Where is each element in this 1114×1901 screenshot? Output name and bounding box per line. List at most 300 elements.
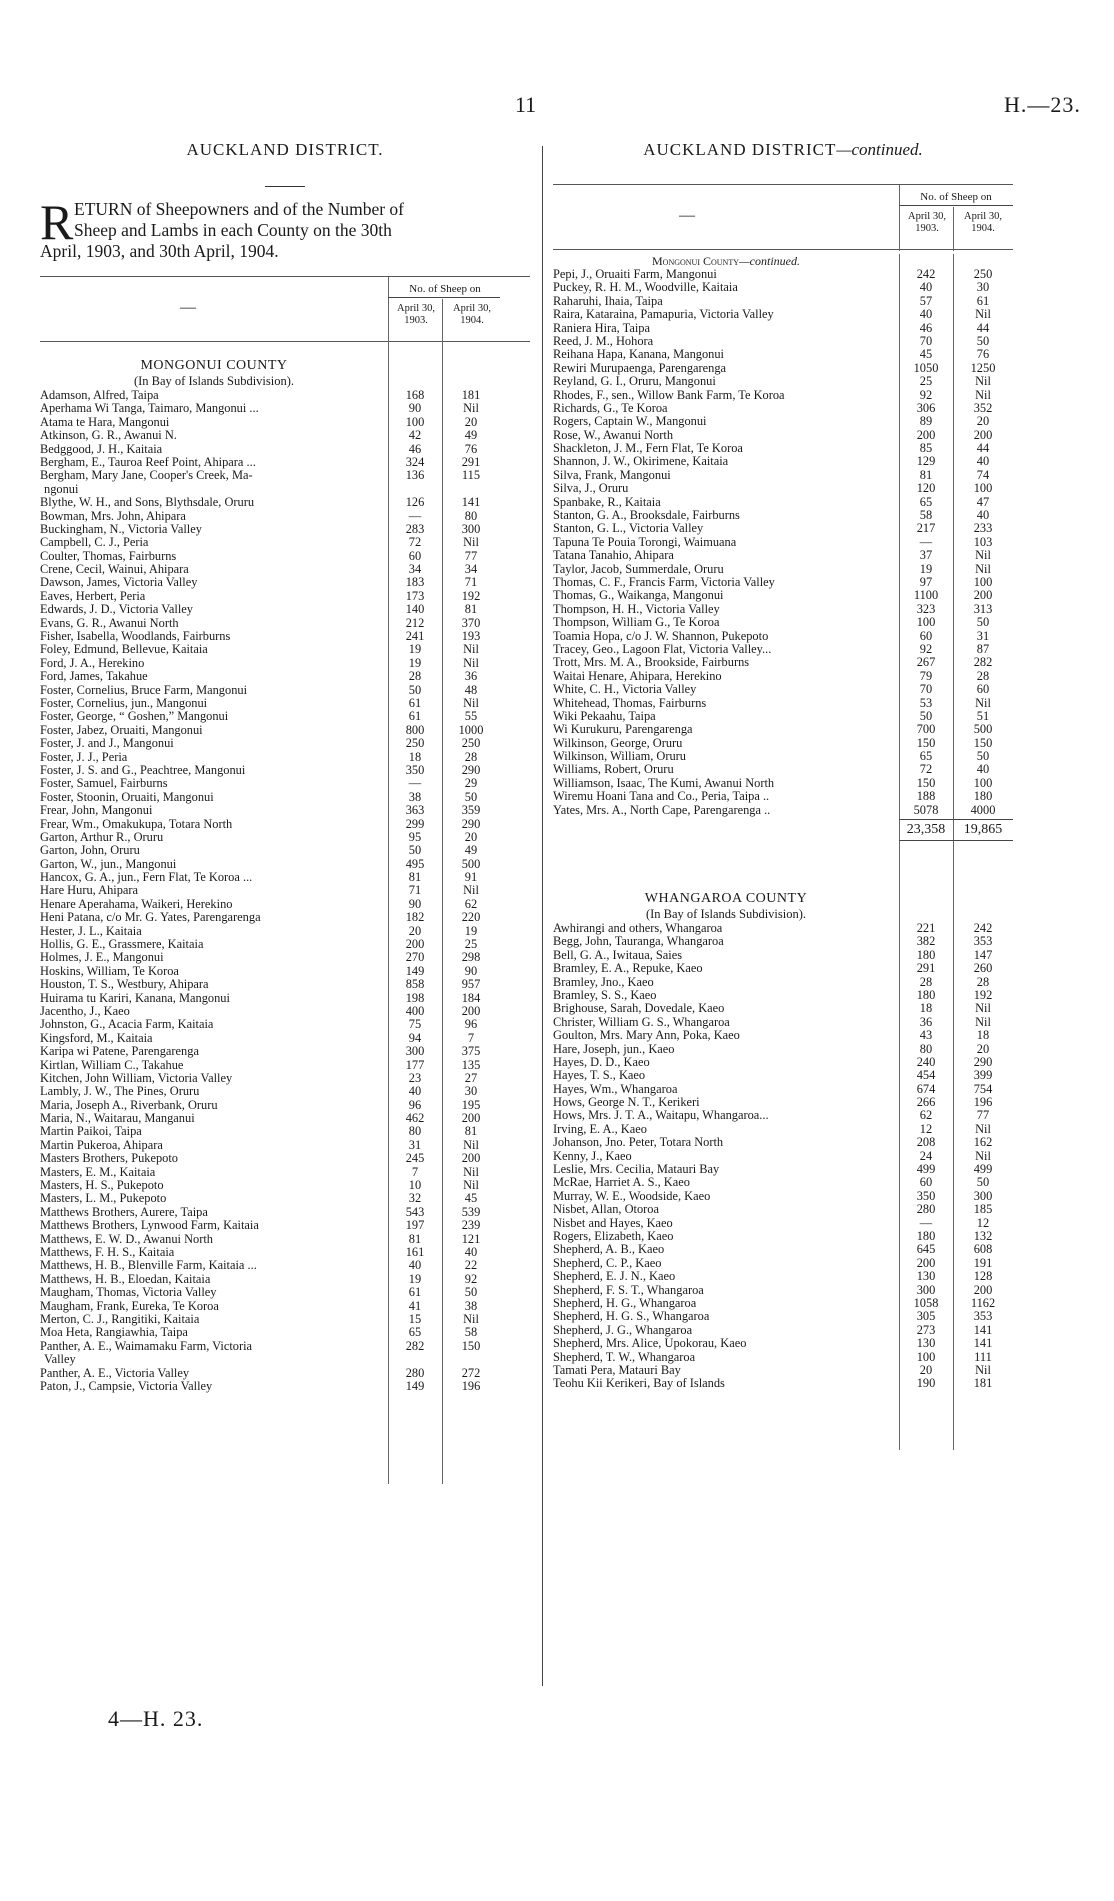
header-group: No. of Sheep on xyxy=(409,283,481,295)
table-row xyxy=(40,724,530,737)
district-title-continued: AUCKLAND DISTRICT—continued. xyxy=(643,140,923,159)
sheep-1904: 196 xyxy=(973,1095,993,1110)
table-row xyxy=(40,643,530,656)
table-row xyxy=(553,1190,1013,1203)
sheep-1904: 50 xyxy=(976,333,990,348)
sheep-1903: 40 xyxy=(919,307,933,322)
table-row xyxy=(40,1259,530,1272)
sheep-1903: 92 xyxy=(919,641,933,656)
table-row xyxy=(40,469,530,482)
sheep-1903: 180 xyxy=(916,1229,936,1243)
sheep-1904: 50 xyxy=(976,749,990,764)
sheep-1903: 197 xyxy=(405,1218,425,1233)
sheep-1904: 45 xyxy=(464,1191,478,1206)
sheep-1903: 1058 xyxy=(913,1295,939,1310)
owner-name: Maria, N., Waitarau, Manganui xyxy=(40,1112,195,1126)
owner-name: Heni Patana, c/o Mr. G. Yates, Parengarenga xyxy=(40,911,261,925)
section-subtitle-whangaroa: (In Bay of Islands Subdivision). xyxy=(645,907,807,922)
table-row xyxy=(553,1123,1013,1136)
owner-name: Foster, J. S. and G., Peachtree, Mangonui xyxy=(40,763,246,777)
sheep-1904: 36 xyxy=(464,669,478,684)
owner-name: Shepherd, T. W., Whangaroa xyxy=(553,1350,696,1364)
owner-name: Crene, Cecil, Wainui, Ahipara xyxy=(40,563,189,577)
sheep-1904: 192 xyxy=(973,987,993,1002)
sheep-1903: — xyxy=(408,776,422,791)
owner-name: Maugham, Frank, Eureka, Te Koroa xyxy=(40,1299,219,1313)
sheep-1903: 495 xyxy=(405,856,425,871)
table-row xyxy=(40,1326,530,1339)
owner-name: Williams, Robert, Oruru xyxy=(553,763,674,777)
owner-name: Lambly, J. W., The Pines, Oruru xyxy=(40,1085,200,1099)
sheep-1904: 90 xyxy=(464,963,478,978)
sheep-1904: 353 xyxy=(973,1309,993,1324)
title-rule xyxy=(265,186,305,187)
sheep-1904: 60 xyxy=(976,682,990,697)
owner-name: McRae, Harriet A. S., Kaeo xyxy=(553,1176,690,1190)
owner-name: Waitai Henare, Ahipara, Herekino xyxy=(553,669,722,683)
table-row xyxy=(553,656,1013,669)
sheep-1903: 50 xyxy=(408,843,422,858)
table-row xyxy=(553,1243,1013,1256)
sheep-1904: 195 xyxy=(461,1097,481,1112)
owner-name: Hayes, Wm., Whangaroa xyxy=(553,1082,678,1096)
intro-line-1: ETURN of Sheepowners and of the Number of xyxy=(74,199,404,219)
sheep-1903: 72 xyxy=(919,762,933,777)
sheep-1904: 103 xyxy=(973,534,993,549)
table-row xyxy=(40,1085,530,1098)
sheep-1904: 44 xyxy=(976,441,990,456)
table-row xyxy=(553,1337,1013,1350)
owner-name: Hare, Joseph, jun., Kaeo xyxy=(553,1042,675,1056)
sheep-1904: 30 xyxy=(464,1084,478,1099)
table-row xyxy=(40,925,530,938)
sheep-1904: 25 xyxy=(464,937,478,952)
owner-name: Ford, James, Takahue xyxy=(40,670,148,684)
sheep-1903: 32 xyxy=(408,1191,422,1206)
table-row xyxy=(553,442,1013,455)
owner-name: Hows, George N. T., Kerikeri xyxy=(553,1096,700,1110)
table-row xyxy=(553,1257,1013,1270)
table-row xyxy=(553,935,1013,948)
owner-name: Pepi, J., Oruaiti Farm, Mangonui xyxy=(553,268,717,281)
sheep-1903: 61 xyxy=(408,709,422,724)
owner-name: Panther, A. E., Victoria Valley xyxy=(40,1366,190,1380)
sheep-1904: 20 xyxy=(464,829,478,844)
table-row xyxy=(553,697,1013,710)
sheep-1904: 192 xyxy=(461,588,481,603)
sheep-1903: 90 xyxy=(408,896,422,911)
owner-name: ngonui xyxy=(44,482,79,496)
sheep-1903: 81 xyxy=(408,1231,422,1246)
table-row xyxy=(553,589,1013,602)
sheep-1903: 46 xyxy=(919,320,933,335)
sheep-1903: 81 xyxy=(919,467,933,482)
owner-name: Matthews, E. W. D., Awanui North xyxy=(40,1232,214,1246)
sheep-1903: 94 xyxy=(408,1030,422,1045)
owner-name: Matthews Brothers, Lynwood Farm, Kaitaia xyxy=(40,1219,259,1233)
table-row xyxy=(40,456,530,469)
sheep-1903: 96 xyxy=(408,1097,422,1112)
table-row xyxy=(553,1297,1013,1310)
owner-name: Yates, Mrs. A., North Cape, Parengarenga .. xyxy=(553,803,771,817)
owner-name: Thomas, C. F., Francis Farm, Victoria Valley xyxy=(553,575,775,589)
sheep-1903: 300 xyxy=(916,1282,936,1297)
owner-name: Bramley, S. S., Kaeo xyxy=(553,988,657,1002)
owner-name: Wilkinson, William, Oruru xyxy=(553,750,686,764)
owner-name: Shepherd, E. J. N., Kaeo xyxy=(553,1270,676,1284)
table-row xyxy=(553,1351,1013,1364)
sheep-1903: 19 xyxy=(408,655,422,670)
sheep-1903: 266 xyxy=(916,1095,936,1110)
section-title-mongonui: MONGONUI COUNTY xyxy=(140,358,288,373)
sheep-1903: 183 xyxy=(405,575,425,590)
owner-name: Foster, Cornelius, jun., Mangonui xyxy=(40,696,208,710)
sheep-1903: 57 xyxy=(919,293,933,308)
table-row xyxy=(553,1364,1013,1377)
owner-name: Raniera Hira, Taipa xyxy=(553,321,650,335)
owner-name: Toamia Hopa, c/o J. W. Shannon, Pukepoto xyxy=(553,629,769,643)
sheep-1904: 180 xyxy=(973,789,993,804)
sheep-1903: 305 xyxy=(916,1309,936,1324)
sheep-1904: 300 xyxy=(461,521,481,536)
owner-name: Raharuhi, Ihaia, Taipa xyxy=(553,294,663,308)
sheep-1904: 957 xyxy=(461,977,481,992)
sheep-1904: 272 xyxy=(461,1365,481,1380)
table-row xyxy=(553,1176,1013,1189)
table-row xyxy=(40,1340,530,1353)
owner-name: Hare Huru, Ahipara xyxy=(40,884,139,898)
table-row xyxy=(40,389,530,402)
table-row xyxy=(40,804,530,817)
sheep-1904: 184 xyxy=(461,990,481,1005)
sheep-1904: 200 xyxy=(461,1003,481,1018)
table-row xyxy=(553,563,1013,576)
header-col-1903: April 30, 1903. xyxy=(908,211,946,234)
sheep-1903: 31 xyxy=(408,1137,422,1152)
sheep-1904: 181 xyxy=(973,1376,993,1391)
sheep-1904: 87 xyxy=(976,641,990,656)
owner-name: Leslie, Mrs. Cecilia, Matauri Bay xyxy=(553,1163,720,1177)
return-intro xyxy=(40,194,528,262)
sheep-1903: 240 xyxy=(916,1054,936,1069)
sheep-1904: 40 xyxy=(464,1245,478,1259)
sheep-1904: Nil xyxy=(463,1137,479,1152)
sheep-1904: 1162 xyxy=(970,1295,996,1310)
sheep-1903: 245 xyxy=(405,1151,425,1166)
owner-name: Irving, E. A., Kaeo xyxy=(553,1122,647,1136)
owner-name: Brighouse, Sarah, Dovedale, Kaeo xyxy=(553,1002,725,1016)
sheep-1904: 100 xyxy=(973,574,993,589)
table-row xyxy=(553,976,1013,989)
table-row xyxy=(40,1032,530,1045)
owner-name: Bell, G. A., Iwitaua, Saies xyxy=(553,948,683,962)
sheep-1903: 324 xyxy=(405,454,425,469)
owner-name: Christer, William G. S., Whangaroa xyxy=(553,1015,730,1029)
sheep-1904: 20 xyxy=(976,414,990,429)
table-row xyxy=(40,965,530,978)
table-row xyxy=(553,750,1013,763)
total-1904: 19,865 xyxy=(963,822,1003,838)
sheep-1903: 71 xyxy=(408,883,422,898)
owner-name: Bramley, E. A., Repuke, Kaeo xyxy=(553,962,703,976)
owner-name: Stanton, G. L., Victoria Valley xyxy=(553,522,704,536)
owner-name: Hayes, D. D., Kaeo xyxy=(553,1055,650,1069)
owner-name: Foster, J. J., Peria xyxy=(40,750,128,764)
table-row xyxy=(40,818,530,831)
owner-name: Whitehead, Thomas, Fairburns xyxy=(553,696,707,710)
table-row xyxy=(553,295,1013,308)
table-row xyxy=(40,402,530,415)
owner-name: Shannon, J. W., Okirimene, Kaitaia xyxy=(553,455,729,469)
total-1903: 23,358 xyxy=(906,822,946,838)
table-row xyxy=(553,281,1013,294)
sheep-1904: 48 xyxy=(464,682,478,697)
owner-name: Bramley, Jno., Kaeo xyxy=(553,975,654,989)
sheep-1904: 141 xyxy=(973,1336,993,1351)
sheep-1903: 41 xyxy=(408,1298,422,1313)
sheep-1904: 76 xyxy=(976,347,990,362)
owner-name: Kitchen, John William, Victoria Valley xyxy=(40,1071,233,1085)
sheep-1904: 282 xyxy=(973,655,993,670)
table-row xyxy=(40,884,530,897)
sheep-1904: 28 xyxy=(976,974,990,989)
sheep-1903: 200 xyxy=(405,937,425,952)
sheep-1903: 89 xyxy=(919,414,933,429)
sheep-1904: 375 xyxy=(461,1044,481,1059)
table-row xyxy=(40,1353,530,1366)
sheep-1903: 60 xyxy=(919,1175,933,1190)
owner-name: Rogers, Elizabeth, Kaeo xyxy=(553,1230,674,1243)
table-row xyxy=(40,416,530,429)
table-row xyxy=(40,710,530,723)
sheep-1904: Nil xyxy=(463,695,479,710)
table-row xyxy=(553,496,1013,509)
table-row xyxy=(553,415,1013,428)
owner-name: Matthews, H. B., Eloedan, Kaitaia xyxy=(40,1272,211,1286)
table-row xyxy=(40,1005,530,1018)
table-row xyxy=(553,1056,1013,1069)
sheep-1904: 80 xyxy=(464,508,478,523)
sheep-1903: 38 xyxy=(408,789,422,804)
sheep-1904: 40 xyxy=(976,454,990,469)
table-row xyxy=(553,603,1013,616)
sheep-1903: 150 xyxy=(916,735,936,750)
sheep-1904: Nil xyxy=(463,1178,479,1193)
sheep-1903: 350 xyxy=(405,762,425,777)
sheep-1903: 180 xyxy=(916,947,936,962)
footer-signature: 4—H. 23. xyxy=(108,1706,204,1731)
sheep-1903: 80 xyxy=(919,1041,933,1056)
sheep-1903: 28 xyxy=(408,669,422,684)
owner-name: Martin Paikoi, Taipa xyxy=(40,1125,142,1139)
table-row xyxy=(553,322,1013,335)
sheep-1904: 352 xyxy=(973,400,993,415)
owner-name: Johnston, G., Acacia Farm, Kaitaia xyxy=(40,1018,214,1032)
sheep-1903: 15 xyxy=(408,1311,422,1326)
sheep-1904: Nil xyxy=(975,374,991,389)
sheep-1903: 43 xyxy=(919,1028,933,1043)
sheep-1904: Nil xyxy=(463,655,479,670)
table-row xyxy=(40,1313,530,1326)
sheep-1903: 23 xyxy=(408,1070,422,1085)
sheep-1904: Nil xyxy=(975,1362,991,1377)
sheep-1904: 200 xyxy=(973,1282,993,1297)
sheep-1903: 161 xyxy=(405,1245,425,1259)
table-row xyxy=(40,1273,530,1286)
sheep-1903: 241 xyxy=(405,629,425,644)
owner-name: Henare Aperahama, Waikeri, Herekino xyxy=(40,897,233,911)
sheep-1904: 74 xyxy=(976,467,990,482)
owner-name: Reihana Hapa, Kanana, Mangonui xyxy=(553,348,725,362)
sheep-1903: 130 xyxy=(916,1269,936,1284)
sheep-1903: 126 xyxy=(405,495,425,510)
sheep-1903: 136 xyxy=(405,468,425,483)
table-row xyxy=(553,949,1013,962)
owner-name: Masters, E. M., Kaitaia xyxy=(40,1165,156,1179)
sheep-1904: 76 xyxy=(464,441,478,456)
owner-name: Teohu Kii Kerikeri, Bay of Islands xyxy=(553,1377,725,1391)
sheep-1904: 18 xyxy=(976,1028,990,1043)
sheep-1903: 182 xyxy=(405,910,425,925)
owner-name: Hollis, G. E., Grassmere, Kaitaia xyxy=(40,938,204,952)
table-row xyxy=(553,1109,1013,1122)
sheep-1903: 97 xyxy=(919,574,933,589)
owner-name: Foley, Edmund, Bellevue, Kaitaia xyxy=(40,643,208,657)
table-row xyxy=(553,482,1013,495)
sheep-1904: 47 xyxy=(976,494,990,509)
owner-name: Matthews, F. H. S., Kaitaia xyxy=(40,1246,175,1259)
sheep-1904: Nil xyxy=(463,401,479,416)
sheep-1904: 20 xyxy=(976,1041,990,1056)
sheep-1903: 62 xyxy=(919,1108,933,1123)
sheep-1904: 135 xyxy=(461,1057,481,1072)
sheep-1904: 499 xyxy=(973,1162,993,1177)
sheep-1903: 5078 xyxy=(913,802,939,817)
owner-name: Fisher, Isabella, Woodlands, Fairburns xyxy=(40,630,231,644)
sheep-1904: 31 xyxy=(976,628,990,643)
owner-name: Valley xyxy=(44,1353,76,1367)
owner-name: Hester, J. L., Kaitaia xyxy=(40,924,142,938)
sheep-1904: 191 xyxy=(973,1255,993,1270)
owner-name: Maria, Joseph A., Riverbank, Oruru xyxy=(40,1098,218,1112)
document-code: H.—23. xyxy=(1004,92,1081,117)
table-row xyxy=(40,1112,530,1125)
right-column xyxy=(553,140,1013,1391)
owner-name: Hayes, T. S., Kaeo xyxy=(553,1069,646,1083)
sheep-1904: 115 xyxy=(461,468,481,483)
sheep-1904: 353 xyxy=(973,934,993,949)
table-row xyxy=(40,670,530,683)
sheep-1903: 299 xyxy=(405,816,425,831)
sheep-1904: 200 xyxy=(973,427,993,442)
sheep-1903: 20 xyxy=(919,1362,933,1377)
sheep-1904: 100 xyxy=(973,481,993,496)
owner-name: Coulter, Thomas, Fairburns xyxy=(40,549,177,563)
sheep-1903: 350 xyxy=(916,1188,936,1203)
sheep-1903: 85 xyxy=(919,441,933,456)
header-dash: — xyxy=(679,207,695,224)
owner-name: Edwards, J. D., Victoria Valley xyxy=(40,603,193,617)
sheep-1904: Nil xyxy=(975,1001,991,1016)
sheep-1904: 40 xyxy=(976,508,990,523)
sheep-1904: 1000 xyxy=(458,722,484,737)
owner-name: Masters, L. M., Pukepoto xyxy=(40,1192,167,1206)
section-mongonui-continued: Mongonui County—continued. xyxy=(652,254,800,268)
table-row xyxy=(40,590,530,603)
sheep-1903: 72 xyxy=(408,535,422,550)
sheep-1903: 462 xyxy=(405,1111,425,1126)
owner-name: Rogers, Captain W., Mangonui xyxy=(553,415,707,429)
table-row xyxy=(553,922,1013,935)
sheep-1904: 38 xyxy=(464,1298,478,1313)
owner-name: Bergham, Mary Jane, Cooper's Creek, Ma- xyxy=(40,469,253,483)
table-row xyxy=(553,335,1013,348)
owner-name: Rhodes, F., sen., Willow Bank Farm, Te Koroa xyxy=(553,388,785,402)
sheep-1903: 28 xyxy=(919,974,933,989)
sheep-1904: 290 xyxy=(461,816,481,831)
header-group: No. of Sheep on xyxy=(920,191,992,203)
owner-name: Stanton, G. A., Brooksdale, Fairburns xyxy=(553,509,740,523)
sheep-1903: 50 xyxy=(408,682,422,697)
owner-name: Huirama tu Kariri, Kanana, Mangonui xyxy=(40,991,230,1005)
sheep-1904: Nil xyxy=(975,548,991,563)
sheep-1903: 19 xyxy=(919,561,933,576)
table-row xyxy=(40,630,530,643)
table-row xyxy=(40,1059,530,1072)
owner-name: Shepherd, H. G. S., Whangaroa xyxy=(553,1310,710,1324)
sheep-1903: 95 xyxy=(408,829,422,844)
owner-name: Karipa wi Patene, Parengarenga xyxy=(40,1045,199,1059)
sheep-1904: Nil xyxy=(463,1164,479,1179)
table-row xyxy=(40,657,530,670)
column-divider xyxy=(542,146,543,1686)
sheep-1903: 18 xyxy=(919,1001,933,1016)
table-row xyxy=(40,1219,530,1232)
table-row xyxy=(553,1002,1013,1015)
sheep-1904: Nil xyxy=(975,695,991,710)
sheep-1904: 55 xyxy=(464,709,478,724)
owner-name: Houston, T. S., Westbury, Ahipara xyxy=(40,978,209,992)
owner-name: Hows, Mrs. J. T. A., Waitapu, Whangaroa... xyxy=(553,1109,769,1123)
sheep-1903: 188 xyxy=(916,789,936,804)
table-row xyxy=(40,697,530,710)
sheep-1904: 30 xyxy=(976,280,990,295)
sheep-1904: 200 xyxy=(461,1151,481,1166)
sheep-1904: 128 xyxy=(973,1269,993,1284)
table-row xyxy=(553,989,1013,1002)
table-row xyxy=(553,536,1013,549)
owner-name: Tatana Tanahio, Ahipara xyxy=(553,549,674,563)
sheep-1904: 220 xyxy=(461,910,481,925)
sheep-1903: 65 xyxy=(408,1325,422,1340)
table-row xyxy=(553,1377,1013,1390)
table-row xyxy=(40,938,530,951)
sheep-1903: 173 xyxy=(405,588,425,603)
owner-name: Wilkinson, George, Oruru xyxy=(553,736,683,750)
owner-name: Shepherd, H. G., Whangaroa xyxy=(553,1296,697,1310)
sheep-1904: 50 xyxy=(976,1175,990,1190)
sheep-1903: 10 xyxy=(408,1178,422,1193)
owner-name: Frear, Wm., Omakukupa, Totara North xyxy=(40,817,233,831)
intro-line-3: April, 1903, and 30th April, 1904. xyxy=(40,241,279,261)
owner-name: Shepherd, Mrs. Alice, Upokorau, Kaeo xyxy=(553,1337,747,1351)
owner-name: Atama te Hara, Mangonui xyxy=(40,415,170,429)
table-row xyxy=(553,962,1013,975)
header-col-1904: April 30, 1904. xyxy=(453,303,491,326)
sheep-1903: 150 xyxy=(916,775,936,790)
table-row xyxy=(40,831,530,844)
table-row xyxy=(40,978,530,991)
